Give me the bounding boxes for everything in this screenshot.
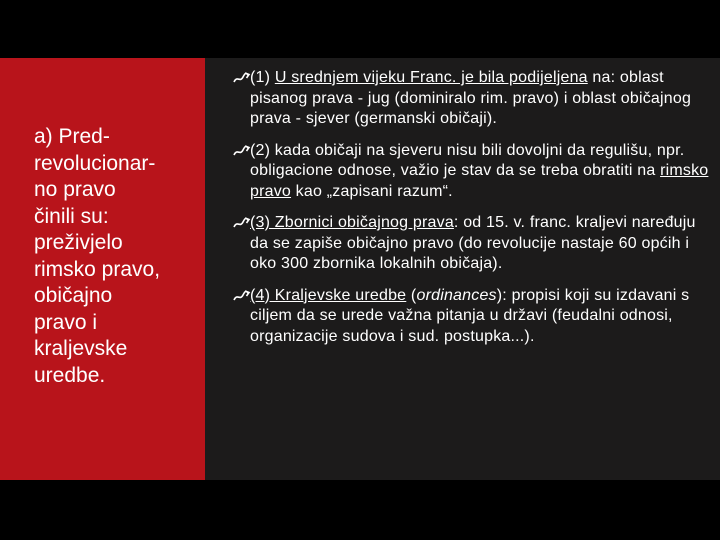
title-line: činili su:	[34, 204, 109, 228]
title-line: no pravo	[34, 178, 116, 201]
bullet-text: : od 15. v. franc. kraljevi naređuju da se zapiše običajno pravo (do revolucije nastaje 60 općih i oko 300 zbornika lokalnih običaja).	[250, 214, 696, 272]
wavy-arrow-icon	[233, 289, 251, 303]
slide-title	[34, 124, 204, 389]
underlined-text: rimsko pravo	[250, 162, 709, 200]
bullet-text: na: oblast pisanog prava - jug (dominiralo rim. pravo) i oblast običajnog prava - sjever (germanski običaji).	[250, 69, 692, 127]
title-line: preživjelo	[34, 231, 123, 254]
underlined-text: U srednjem vijeku Franc. je bila podijeljena	[274, 69, 588, 86]
underlined-text: (3) Zbornici običajnog prava	[250, 214, 454, 231]
title-line: revolucionar-	[34, 151, 156, 175]
underlined-text: (4) Kraljevske uredbe	[250, 286, 407, 304]
bullet-text: (	[406, 286, 417, 304]
bullet-text: ): propisi koji su izdavani s ciljem da se urede važna pitanja u državi (feudalni odnosi, organizacije sudova i sud. postupka...).	[250, 286, 690, 345]
title-line: rimsko pravo,	[34, 257, 161, 281]
wavy-arrow-icon	[233, 144, 251, 158]
bullet-list	[236, 68, 714, 358]
title-line: uredbe.	[34, 363, 106, 387]
italic-text: ordinances	[416, 286, 497, 304]
bullet-item-1	[236, 68, 714, 130]
title-line: a) Pred-	[34, 125, 110, 148]
bullet-item-3	[236, 213, 714, 275]
wavy-arrow-icon	[233, 71, 251, 85]
title-line: običajno	[34, 284, 113, 307]
wavy-arrow-icon	[233, 216, 251, 230]
bullet-text: kao „zapisani razum“.	[291, 182, 453, 200]
bullet-number: (1)	[250, 69, 271, 86]
bullet-item-2	[236, 141, 714, 203]
title-line: kraljevske	[34, 337, 128, 360]
title-line: pravo i	[34, 310, 98, 334]
bullet-text: (2) kada običaji na sjeveru nisu bili dovoljni da regulišu, npr. obligacione odnose, važio je stav da se treba obratiti na	[250, 141, 685, 179]
bullet-item-4	[236, 286, 714, 348]
